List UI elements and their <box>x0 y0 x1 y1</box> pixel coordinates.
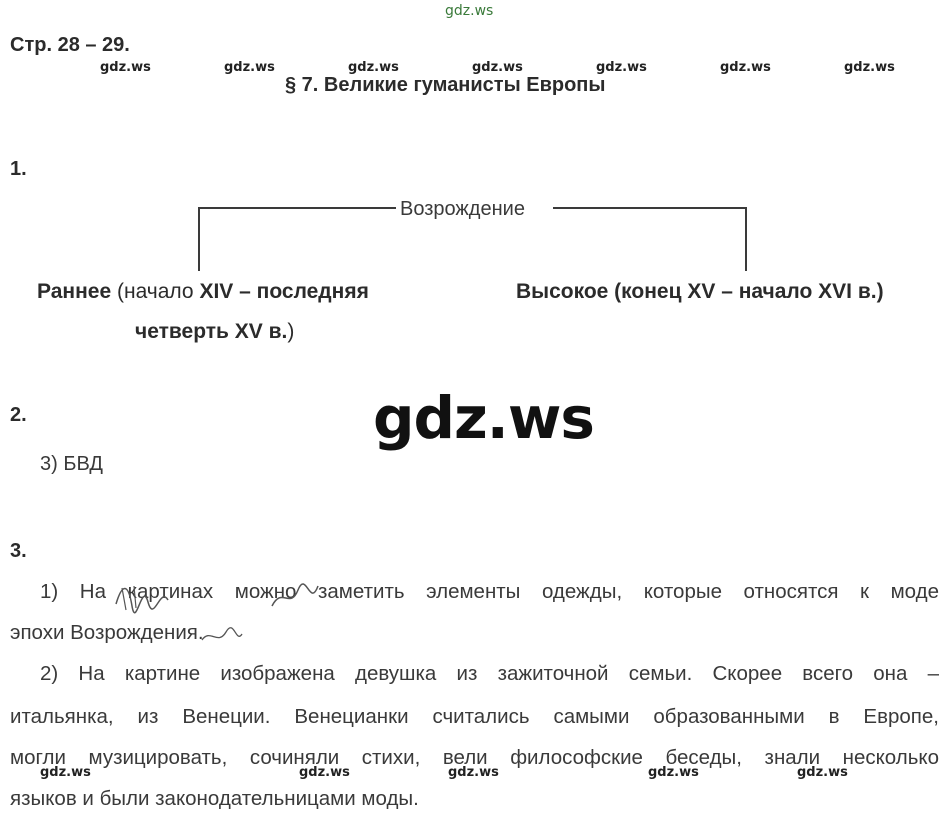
question-1-number: 1. <box>10 158 27 180</box>
diagram-root-label: Возрождение <box>400 198 525 220</box>
watermark: gdz.ws <box>720 60 771 75</box>
early-start-word: начало <box>123 280 194 303</box>
early-start-century: XIV <box>199 280 234 303</box>
paragraph-line <box>40 653 939 694</box>
paragraph-line <box>40 571 939 612</box>
paragraph-line <box>10 696 939 737</box>
early-renaissance-line2 <box>135 320 294 344</box>
section-title: § 7. Великие гуманисты Европы <box>285 74 606 96</box>
watermark: gdz.ws <box>100 60 151 75</box>
text-line: итальянка, из Венеции. Венецианки считались самыми образованными в Европе, <box>10 705 939 728</box>
watermark: gdz.ws <box>844 60 895 75</box>
watermark: gdz.ws <box>596 60 647 75</box>
question-3-number: 3. <box>10 540 27 562</box>
watermark: gdz.ws <box>348 60 399 75</box>
early-renaissance-line1 <box>37 280 369 304</box>
watermark: gdz.ws <box>40 765 91 780</box>
paragraph-line: эпохи Возрождения. <box>10 621 204 644</box>
text-line: 2) На картине изображена девушка из зажиточной семьи. Скорее всего она – <box>40 662 939 685</box>
pen-scribble <box>270 580 320 614</box>
pen-scribble <box>112 576 172 616</box>
early-renaissance-name: Раннее <box>37 280 112 303</box>
text-line: могли музицировать, сочиняли стихи, вели философские беседы, знали несколько <box>10 746 939 769</box>
diagram-branch-left <box>198 207 200 271</box>
early-end-century: четверть XV в. <box>135 320 288 343</box>
watermark-center: gdz.ws <box>373 384 594 452</box>
question-2-answer: 3) БВД <box>40 453 103 475</box>
page-reference: Стр. 28 – 29. <box>10 34 130 56</box>
watermark: gdz.ws <box>448 765 499 780</box>
question-2-number: 2. <box>10 404 27 426</box>
pen-scribble <box>200 622 244 650</box>
paren-close: ) <box>287 320 295 343</box>
watermark: gdz.ws <box>224 60 275 75</box>
watermark: gdz.ws <box>299 765 350 780</box>
paren-open: ( <box>116 280 124 303</box>
high-renaissance: Высокое (конец XV – начало XVI в.) <box>516 280 884 303</box>
watermark-top: gdz.ws <box>445 3 494 19</box>
paragraph-line: языков и были законодательницами моды. <box>10 787 419 810</box>
text-line: 1) На картинах можно заметить элементы одежды, которые относятся к моде <box>40 580 939 603</box>
diagram-connector-right <box>553 207 747 209</box>
early-end-part: – последняя <box>239 280 369 303</box>
diagram-connector-left <box>198 207 396 209</box>
watermark: gdz.ws <box>648 765 699 780</box>
diagram-branch-right <box>745 207 747 271</box>
watermark: gdz.ws <box>797 765 848 780</box>
watermark: gdz.ws <box>472 60 523 75</box>
